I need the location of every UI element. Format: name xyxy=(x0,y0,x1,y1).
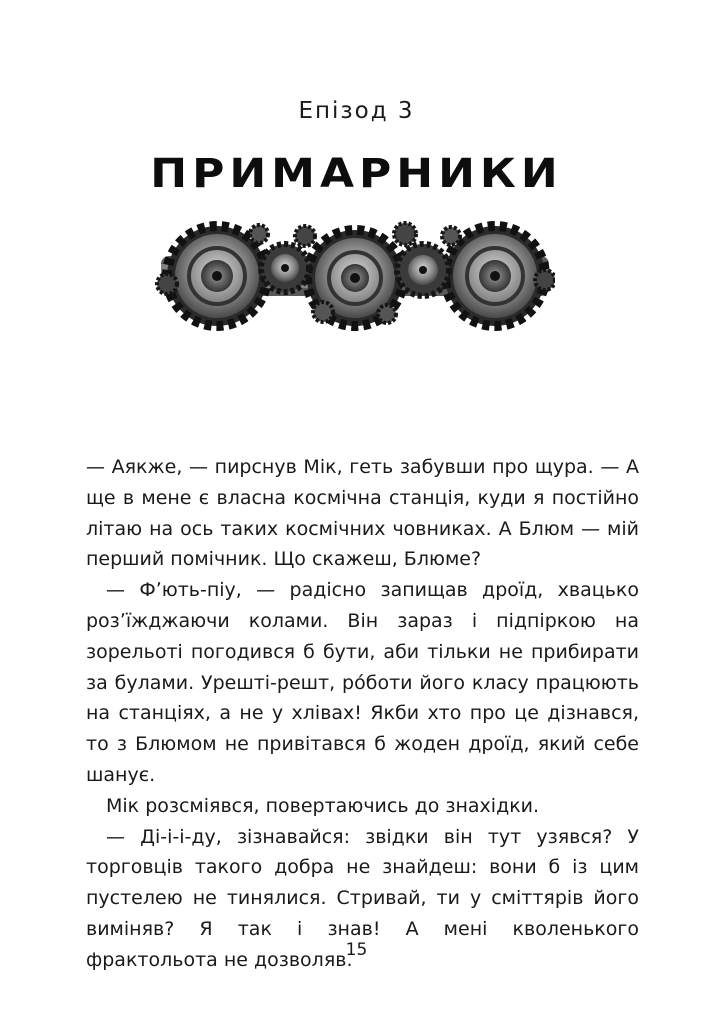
paragraph: — Аякже, — пирснув Мік, геть забувши про щура. — А ще в мене є власна космічна станція, куди я постійно літаю на ось таких космічних човниках. А Блюм — мій перший помічник. Що скажеш, Блюме? xyxy=(86,456,639,571)
page-number: 15 xyxy=(345,940,368,960)
chapter-title: ПРИМАРНИКИ xyxy=(150,150,563,197)
paragraph: — Фʼють-піу, — радісно запищав дроїд, хвацько розʼїжджаючи колами. Він зараз і підпіркою на зорельоті погодився б бути, аби тільки не прибирати за булами. Урешті-решт, рóботи його класу працюють на станціях, а не у хлівах! Якби хто про це дізнався, то з Блюмом не привітався б жоден дроїд, який себе шанує. xyxy=(86,579,639,786)
paragraph: — Ді-і-і-ду, зізнавайся: звідки він тут узявся? У торговців такого добра не знайдеш: вони б із цим пустелею не тинялися. Стривай, ти у сміттярів його виміняв? Я так і знав! А мені кволенького фрактольота не дозволяв. xyxy=(86,825,639,971)
episode-label: Епізод 3 xyxy=(298,98,415,124)
body-text xyxy=(86,452,639,976)
gears-icon xyxy=(155,220,555,332)
paragraph: Мік розсміявся, повертаючись до знахідки. xyxy=(106,794,540,817)
gear-right xyxy=(445,226,545,326)
